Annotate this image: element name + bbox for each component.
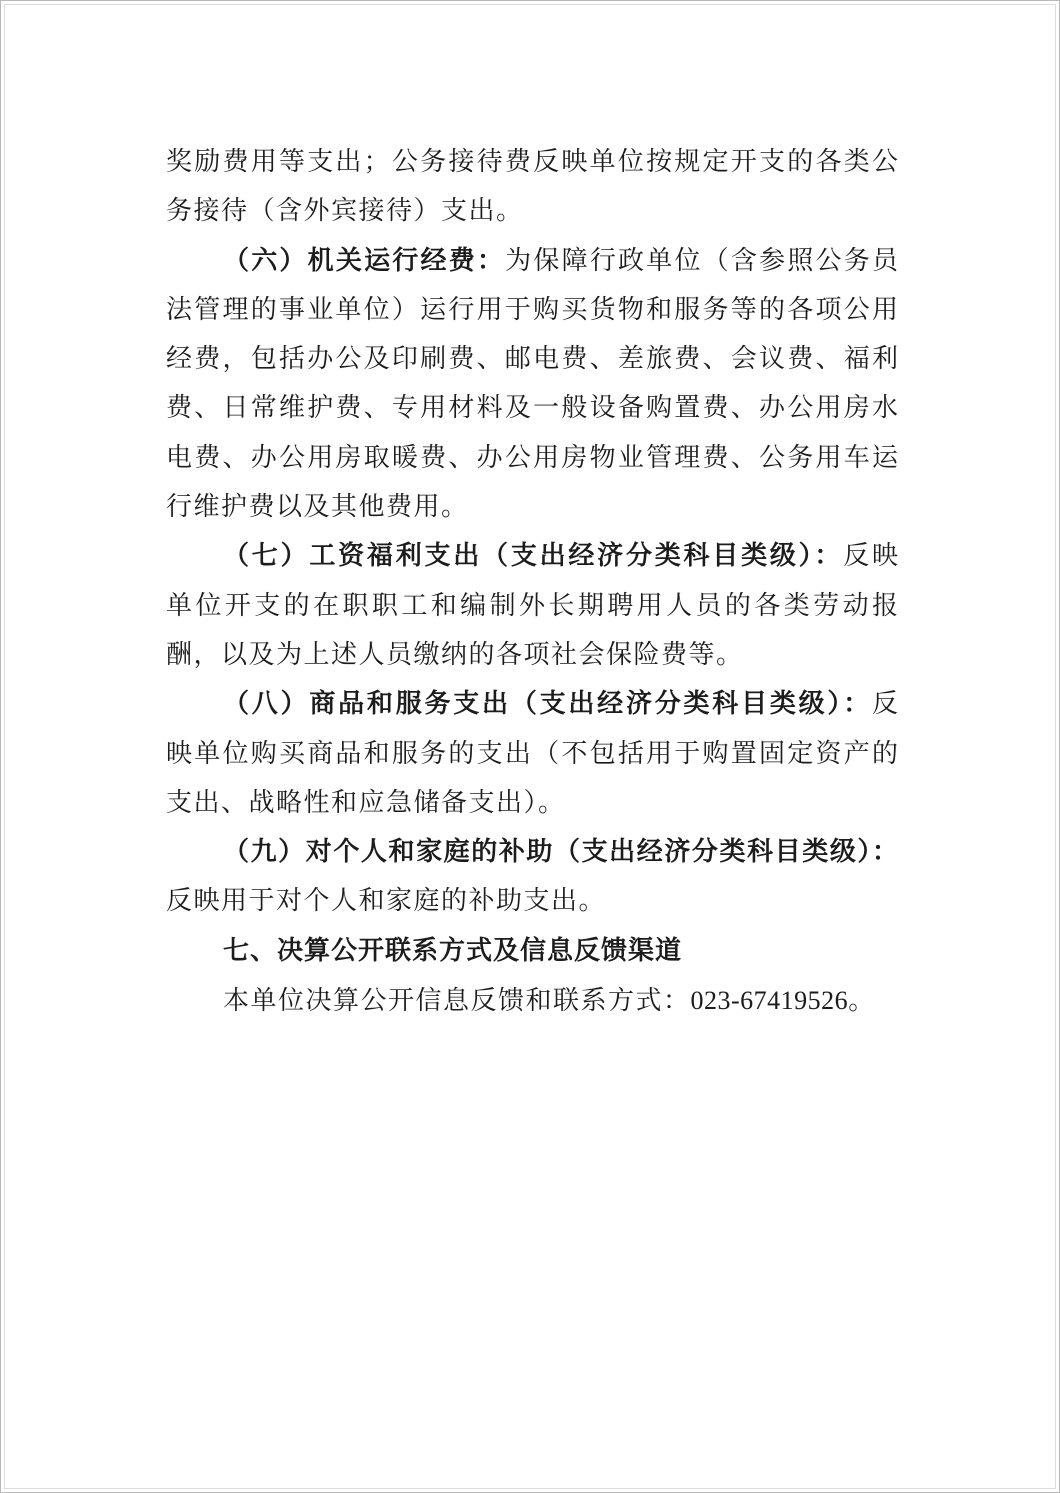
paragraph-line: 法管理的事业单位）运行用于购买货物和服务等的各项公用	[166, 294, 898, 325]
paragraph-line: 电费、办公用房取暖费、办公用房物业管理费、公务用车运	[166, 442, 898, 473]
section-heading: 七、决算公开联系方式及信息反馈渠道	[223, 935, 683, 966]
paragraph-text: 为保障行政单位（含参照公务员	[505, 245, 898, 276]
paragraph-lead: （八）商品和服务支出（支出经济分类科目类级）：	[223, 689, 872, 720]
paragraph-line	[166, 828, 898, 877]
paragraph-line	[166, 237, 898, 286]
paragraph-line	[166, 680, 898, 729]
contact-phone: 023-67419526	[690, 986, 849, 1016]
paragraph-line: 单位开支的在职职工和编制外长期聘用人员的各类劳动报	[166, 590, 898, 621]
paragraph	[166, 532, 898, 680]
paragraph-lead: （九）对个人和家庭的补助（支出经济分类科目类级）：	[223, 837, 898, 868]
document-body	[166, 138, 898, 1025]
paragraph	[166, 828, 898, 927]
contact-end: 。	[848, 986, 876, 1017]
paragraph-line	[166, 532, 898, 581]
paragraph-line: 映单位购买商品和服务的支出（不包括用于购置固定资产的	[166, 738, 898, 769]
paragraph	[166, 138, 898, 237]
paragraph	[166, 680, 898, 828]
paragraph-line: 务接待（含外宾接待）支出。	[166, 196, 524, 227]
paragraph-line: 酬，以及为上述人员缴纳的各项社会保险费等。	[166, 639, 744, 670]
paragraph-lead: （六）机关运行经费：	[223, 245, 506, 276]
paragraph-text: 反	[871, 689, 898, 720]
paragraph-lead: （七）工资福利支出（支出经济分类科目类级）：	[223, 541, 844, 572]
paragraph-line: 经费，包括办公及印刷费、邮电费、差旅费、会议费、福利	[166, 344, 898, 375]
paragraph-line: 行维护费以及其他费用。	[166, 492, 469, 523]
contact-label: 本单位决算公开信息反馈和联系方式：	[223, 986, 691, 1017]
paragraph-text: 反映	[843, 541, 898, 572]
contact-line	[166, 976, 898, 1025]
paragraph	[166, 237, 898, 533]
paragraph-line: 支出、战略性和应急储备支出）。	[166, 787, 566, 818]
paragraph-line: 费、日常维护费、专用材料及一般设备购置费、办公用房水	[166, 393, 898, 424]
paragraph-line: 奖励费用等支出；公务接待费反映单位按规定开支的各类公	[166, 147, 898, 177]
paragraph-line: 反映用于对个人和家庭的补助支出。	[166, 886, 607, 917]
